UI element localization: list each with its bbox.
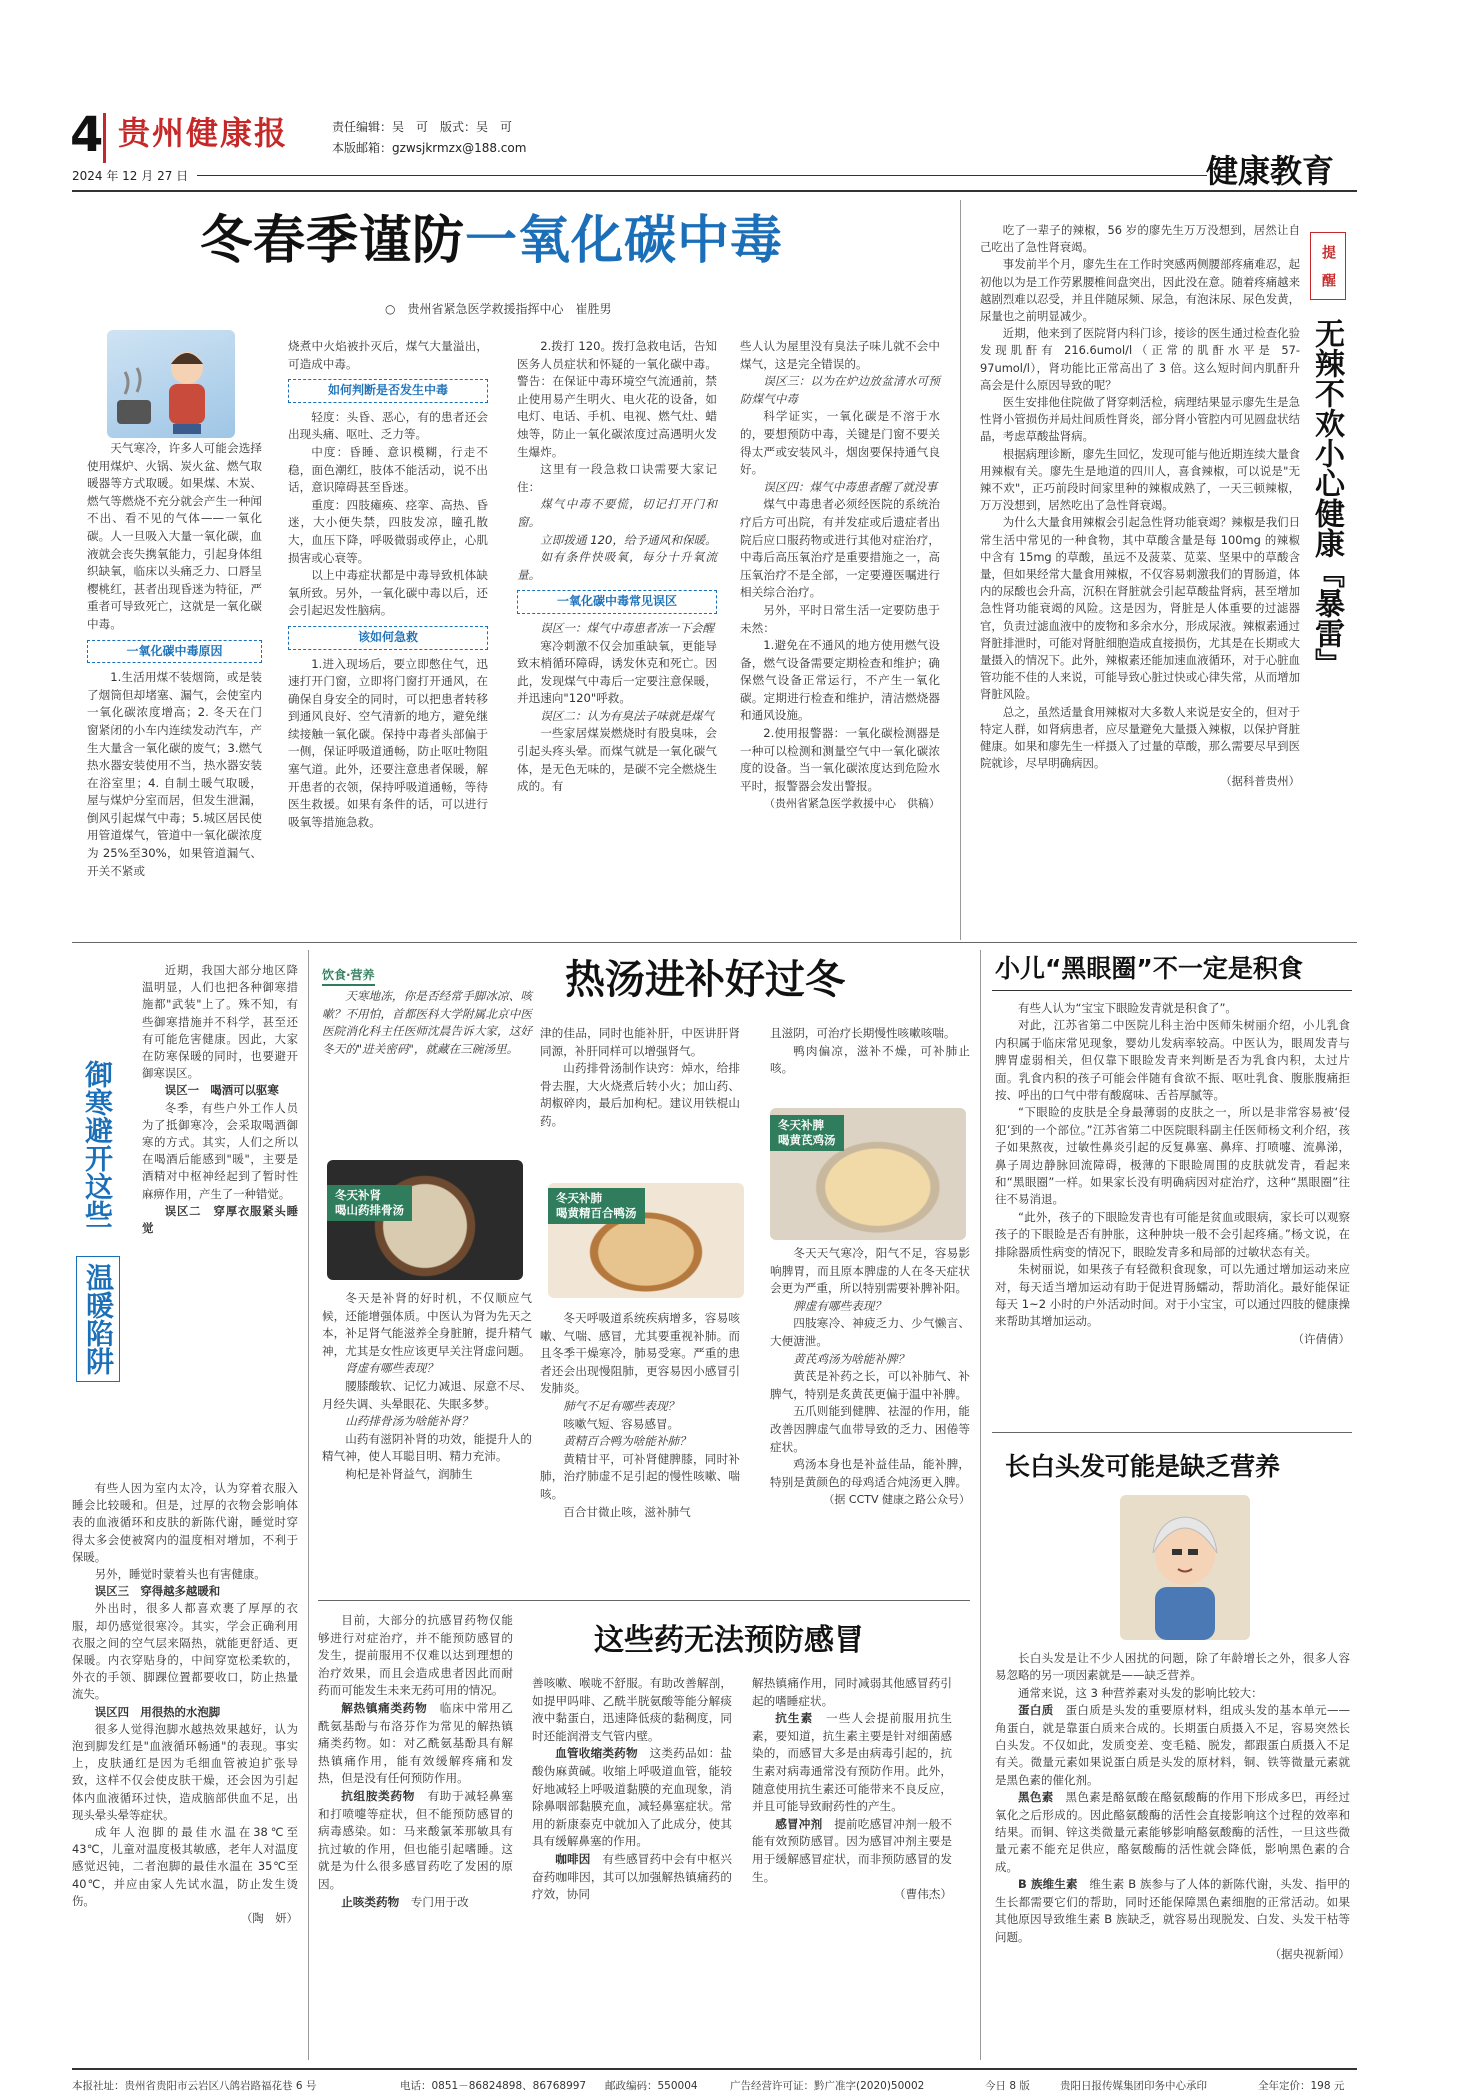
- a1-col1-p1: 天气寒冷，许多人可能会选择使用煤炉、火锅、炭火盆、燃气取暖器等方式取暖。如果煤、木炭、燃气等燃烧不充分就会产生一种闻不出、看不见的气体——一氧化碳。人一旦吸入大量一氧化碳，血液就会丧失携氧能力，引起身体组织缺氧，临床以头痛乏力、口唇呈樱桃红，甚者出现昏迷为特征，严重者可导致死亡，这就是一氧化碳中毒。: [87, 441, 262, 631]
- header-rule: [197, 175, 1207, 176]
- a1-col1-p2: 1.生活用煤不装烟筒，或是装了烟筒但却堵塞、漏气，会使室内一氧化碳浓度增高；2. 冬天在门窗紧闭的小车内连续发动汽车，产生大量含一氧化碳的废气；3.燃气热水器安装使用不当，热水器安装在浴室里；4. 自制土暖气取暖，屋与煤炉分室而居，但发生泄漏，倒风引起煤气中毒；5.城区居民使用管道煤气，管道中一氧化碳浓度为 25%至30%，如果管道漏气、开关不紧或: [87, 670, 262, 878]
- a3-a4-divider: [308, 950, 309, 2060]
- a4-source: （据 CCTV 健康之路公众号）: [823, 1493, 970, 1507]
- footer-tel: 电话：0851－86824898、86768997: [400, 2080, 587, 2092]
- a1-sub-cause: 一氧化碳中毒原因: [87, 640, 262, 664]
- a7-body: [995, 1650, 1350, 1963]
- a6-body: [995, 1000, 1350, 1348]
- a1-col2-p4: 重度：四肢瘫痪、痉挛、高热、昏迷，大小便失禁，四肢发凉，瞳孔散大，血压下降，呼吸微弱或停止，心肌损害或心衰等。: [288, 497, 488, 565]
- a1-col3-p5: 误区二：认为有臭法子味就是煤气: [540, 708, 715, 723]
- a4-c2-p2: 山药排骨汤制作诀窍：焯水，给排骨去腥，大火烧煮后转小火；加山药、胡椒碎肉，最后加枸杞。建议用铁棍山药。: [540, 1061, 740, 1128]
- a4-c1-p3: 山药有滋阴补肾的功效，能提升人的精气神，使人耳聪目明、精力充沛。: [322, 1431, 532, 1464]
- a5-c1-para4: [318, 1894, 513, 1912]
- a4-cap1: [327, 1185, 412, 1221]
- a1-col4-p1: 些人认为屋里没有臭法子味儿就不会中煤气，这是完全错误的。: [740, 339, 940, 371]
- a7-para5: [995, 1876, 1350, 1946]
- a5-c1-p1: 目前，大部分的抗感冒药物仅能够进行对症治疗，并不能预防感冒的发生，提前服用不仅难以达到理想的治疗效果，而且会造成患者因此而耐药而可能发生未来无药可用的情况。: [318, 1613, 513, 1698]
- a6-p1: 有些人认为“宝宝下眼睑发青就是积食了”。: [1018, 1001, 1237, 1015]
- a7-h2: 黑色素: [1018, 1790, 1054, 1805]
- a5-c2-para3: [532, 1851, 732, 1904]
- footer-zip: 邮政编码：550004: [605, 2080, 698, 2092]
- a5-c1-para2: [318, 1700, 513, 1788]
- a3-title-1: 御寒避开这些: [81, 1060, 114, 1228]
- a1-col2-p5: 以上中毒症状都是中毒导致机体缺氧所致。另外，一氧化碳中毒以后，还会引起迟发性脑病。: [288, 568, 488, 618]
- a3-top: [142, 962, 298, 1237]
- center-right-divider: [980, 950, 981, 2060]
- a7-illustration: [1120, 1495, 1250, 1640]
- a3-title-2: 温暖陷阱: [76, 1256, 120, 1382]
- a5-col3: [752, 1675, 952, 1904]
- a3-p6: 很多人觉得泡脚水越热效果越好，认为泡到脚发红是"血液循环畅通"的表现。事实上，皮肤通红是因为毛细血管被迫扩张导致，这样不仅会使皮肤干燥，还会因为引起体内血液循环过快，造成脑部供血不足，出现头晕头晕等症状。: [72, 1721, 298, 1822]
- a2-p7: 总之，虽然适量食用辣椒对大多数人来说是安全的，但对于特定人群，如肾病患者，应尽量避免大量摄入辣椒，以保护肾脏健康。如果和廖先生一样摄入了过量的草酸，那么需要尽早到医院就诊，尽早明确病因。: [980, 704, 1300, 771]
- a1-col1: [87, 440, 262, 880]
- a7-source: （据央视新闻）: [1269, 1946, 1350, 1961]
- a5-c3-h2: 感冒冲剂: [775, 1816, 823, 1831]
- footer-price: 全年定价：198 元: [1258, 2080, 1345, 2092]
- a6-title: 小儿“黑眼圈”不一定是积食: [995, 954, 1303, 983]
- a4-col2-top: [540, 1025, 740, 1131]
- a3-p2: 冬季，有些户外工作人员为了抵御寒冷，会采取喝酒御寒的方式。其实，人们之所以在喝酒后能感到"暖"，主要是酒精对中枢神经起到了暂时性麻痹作用，产生了一种错觉。: [142, 1100, 298, 1201]
- a5-c2-p1: 善咳嗽、喉咙不舒服。有助改善解剖，如提甲吗啡、乙酰半胱氨酸等能分解痰液中黏蛋白，迅速降低痰的黏稠度，同时还能润滑支气管内壁。: [532, 1676, 732, 1743]
- issue-date: 2024 年 12 月 27 日: [72, 169, 189, 183]
- a6-p3: “下眼睑的皮肤是全身最薄弱的皮肤之一，所以是非常容易被‘侵犯’到的一个部位。”江苏省第二中医院眼科副主任医师杨文利介绍，孩子如果熬夜，过敏性鼻炎引起的反复鼻塞、鼻痒、打喷嚏、流鼻涕，鼻子周边静脉回流障碍，极薄的下眼睑周围的皮肤就发青，看起来和“黑眼圈”一样。如果家长没有明确病因对症治疗，这种“黑眼圈”往往不易消退。: [995, 1105, 1350, 1207]
- a7-para4: [995, 1789, 1350, 1876]
- a4-c3-p7: 鸡汤本身也是补益佳品，能补脾，特别是黄颜色的母鸡适合炖汤更入脾。: [770, 1457, 970, 1489]
- a2-p3: 近期，他来到了医院肾内科门诊，接诊的医生通过检查化验发现肌酐有 216.6umol/l（正常的肌酐水平是 57-97umol/l），肾功能比正常高出了 3 倍。这么短时间内肌酐升高会是什么原因导致的呢？: [980, 326, 1300, 392]
- a1-byline: ○ 贵州省紧急医学救援指挥中心 崔胜男: [385, 302, 612, 316]
- a5-c3-para3: [752, 1816, 952, 1886]
- a3-p3: 有些人因为室内太冷，认为穿着衣服入睡会比较暖和。但是，过厚的衣物会影响体表的血液循环和皮肤的新陈代谢，睡觉时穿得太多会使被窝内的温度相对增加，不利于保暖。: [72, 1481, 298, 1564]
- a1-col4-p8: 2.使用报警器：一氧化碳检测器是一种可以检测和测量空气中一氧化碳浓度的设备。当一氧化碳浓度达到危险水平时，报警器会发出警报。: [740, 726, 940, 793]
- a4-col3: [770, 1245, 970, 1509]
- a4-cap2: [548, 1188, 645, 1224]
- a3-h4: 误区四 用很热的水泡脚: [94, 1704, 221, 1719]
- a1-sub-rescue: 该如何急救: [288, 626, 488, 650]
- footer-address: 本报社址：贵州省贵阳市云岩区八鸽岩路福花巷 6 号: [72, 2080, 317, 2092]
- a4-c3-p5: 黄芪是补药之长，可以补肺气、补脾气，特别是炙黄芪更偏于温中补脾。: [770, 1369, 970, 1401]
- a4-c3-p3: 冬天天气寒冷，阳气不足，容易影响脾胃，而且原本脾虚的人在冬天症状会更为严重，所以特别需要补脾补阳。: [770, 1246, 970, 1296]
- a1-col3-k2: 立即拨通 120，给予通风和保暖。: [540, 532, 717, 547]
- a4-c3-p1: 且滋阴，可治疗长期慢性咳嗽咳喘。: [770, 1026, 956, 1040]
- a2-title: 无辣不欢小心健康『暴雷』: [1309, 318, 1344, 678]
- email-info: 本版邮箱：gzwsjkrmzx@188.com: [332, 141, 527, 155]
- a5-c1-p4: 专门用于改: [410, 1894, 469, 1909]
- a1-col2-p2: 轻度：头昏、恶心，有的患者还会出现头痛、呕吐、乏力等。: [288, 409, 488, 442]
- page-number: 4: [70, 107, 104, 163]
- a2-body: [980, 222, 1300, 790]
- a1-col2: [288, 338, 488, 831]
- a4-c3-h2: 黄芪鸡汤为啥能补脾？: [793, 1351, 910, 1366]
- a1-source: （贵州省紧急医学救援中心 供稿）: [764, 797, 940, 811]
- a5-col2: [532, 1675, 732, 1904]
- a1-col3-k1: 煤气中毒不要慌，切记打开门和窗。: [517, 497, 717, 529]
- a7-title: 长白头发可能是缺乏营养: [1005, 1452, 1281, 1481]
- gray-hair-person-icon: [1120, 1495, 1250, 1640]
- a4-c2-p4: 咳嗽气短、容易感冒。: [563, 1416, 680, 1431]
- a5-col1: [318, 1612, 513, 1911]
- a7-para3: [995, 1702, 1350, 1789]
- a1-col4-p2: 误区三：以为在炉边放盆清水可预防煤气中毒: [740, 374, 940, 406]
- header-divider-bar: [103, 113, 106, 163]
- a5-c3-h1: 抗生素: [775, 1711, 814, 1726]
- a6-a7-divider: [992, 1432, 1352, 1433]
- a4-cap2-text: 冬天补肺 喝黄精百合鸭汤: [556, 1191, 637, 1220]
- a1-col3-p6: 一些家居煤炭燃烧时有股臭味，会引起头疼头晕。而煤气就是一氧化碳气体，是无色无味的，是碳不完全燃烧生成的。有: [517, 726, 717, 794]
- a5-c1-p3: 有助于减轻鼻塞和打喷嚏等症状，但不能预防感冒的病毒感染。如：马来酸氯苯那敏具有抗过敏的作用，但也能引起嗜睡。这就是为什么很多感冒药吃了发困的原因。: [318, 1788, 513, 1891]
- a1-col2-p1: 烧煮中火焰被扑灭后，煤气大量溢出，可造成中毒。: [288, 339, 488, 371]
- a4-c2-h2: 黄精百合鸭为啥能补肺？: [563, 1434, 691, 1449]
- masthead-logo: 贵州健康报: [118, 114, 289, 152]
- a1-title-blue: 一氧化碳中毒: [465, 211, 784, 271]
- a4-c1-h2: 山药排骨汤为啥能补肾？: [345, 1414, 473, 1429]
- a5-c1-para3: [318, 1788, 513, 1894]
- a5-c3-p3: 提前吃感冒冲剂一般不能有效预防感冒。因为感冒冲剂主要是用于缓解感冒症状，而非预防感冒的发生。: [752, 1816, 952, 1884]
- a4-col2: [540, 1310, 740, 1521]
- a4-cap3: [770, 1115, 844, 1151]
- a7-p2: 通常来说，这 3 种营养素对头发的影响比较大：: [1018, 1685, 1263, 1700]
- a4-c1-p4: 枸杞是补肾益气，润肺生: [345, 1466, 473, 1481]
- person-with-stove-icon: [107, 330, 235, 438]
- a6-p4: “此外，孩子的下眼睑发青也有可能是贫血或眼病，家长可以观察孩子的下眼睑是否有肿胀，这种肿块一般不会引起疼痛。”杨文说，在排除器质性病变的情况下，眼睑发青多和局部的过敏状态有关。: [995, 1209, 1350, 1259]
- a7-p1: 长白头发是让不少人困扰的问题，除了年龄增长之外，很多人容易忽略的另一项因素就是——缺乏营养。: [995, 1651, 1350, 1683]
- a4-c3-p2: 鸭肉偏凉，滋补不燥，可补肺止咳。: [770, 1043, 970, 1076]
- a5-c3-p1: 解热镇痛作用，同时减弱其他感冒药引起的嗜睡症状。: [752, 1676, 952, 1708]
- a2-tag: 提 醒: [1310, 232, 1346, 300]
- a1-illustration: [107, 330, 235, 438]
- a1-col3-p2: 这里有一段急救口诀需要大家记住：: [517, 462, 717, 494]
- a5-c2-para2: [532, 1745, 732, 1851]
- a3-p1: 近期，我国大部分地区降温明显，人们也把各种御寒措施都"武装"上了。殊不知，有些御寒措施并不科学，甚至还有可能危害健康。因此，大家在防寒保暖的同时，也要避开御寒误区。: [142, 963, 298, 1081]
- a2-p2: 事发前半个月，廖先生在工作时突感两侧腰部疼痛难忍，起初他以为是工作劳累腰椎间盘突出，因此没在意。随着疼痛越来越剧烈难以忍受，并且伴随尿频、尿急，有泡沫尿、尿色发黄，尿量也之前明显减少。: [980, 257, 1300, 324]
- a5-c3-p2: 一些人会提前服用抗生素，要知道，抗生素主要是针对细菌感染的，而感冒大多是由病毒引起的，抗生素对病毒通常没有预防作用。此外，随意使用抗生素还可能带来不良反应，并且可能导致耐药性的产生。: [752, 1711, 952, 1814]
- editor-info: 责任编辑：吴 可 版式：吴 可: [332, 120, 513, 134]
- a4-title: 热汤进补好过冬: [565, 957, 845, 1003]
- a1-col4-p5: 煤气中毒患者必须经医院的系统治疗后方可出院，有并发症或后遗症者出院后应口服药物或进行其他对症治疗，中毒后高压氧治疗是重要措施之一，高压氧治疗不是全部，一定要遵医嘱进行相关综合治疗。: [740, 497, 940, 600]
- a5-c3-para2: [752, 1710, 952, 1816]
- a1-col4: [740, 338, 940, 813]
- a7-p4: 黑色素是酪氨酸在酪氨酸酶的作用下形成多巴，再经过氧化之后形成的。因此酪氨酸酶的活性会直接影响这个过程的效率和结果。而铜、锌这类微量元素能够影响酪氨酸酶的活性，一旦这些微量元素不能充足供应，酪氨酸酶的活性就会降低，影响黑色素的合成。: [995, 1790, 1351, 1874]
- a4-c3-p4: 四肢寒冷、神疲乏力、少气懒言、大便溏泄。: [770, 1316, 970, 1348]
- a1-title: [200, 210, 783, 272]
- a7-h3: B 族维生素: [1018, 1877, 1078, 1892]
- a5-c1-h1: 解热镇痛类药物: [341, 1700, 428, 1715]
- a1-sub-myth: 一氧化碳中毒常见误区: [517, 590, 717, 614]
- a4-c3-p6: 五爪则能到健脾、祛湿的作用，能改善因脾虚气血带导致的乏力、困倦等症状。: [770, 1404, 970, 1454]
- section-title: 健康教育: [1206, 152, 1335, 190]
- a4-c2-p3: 冬天呼吸道系统疾病增多，容易咳嗽、气喘、感冒，尤其要重视补肺。而且冬季干燥寒冷，肺易受寒。严重的患者还会出现慢阻肺，更容易因小感冒引发肺炎。: [540, 1311, 740, 1396]
- a3-h1: 误区一 喝酒可以驱寒: [164, 1083, 279, 1098]
- a4-cap3-text: 冬天补脾 喝黄芪鸡汤: [778, 1118, 836, 1147]
- a3-source: （陶 妍）: [241, 1911, 298, 1926]
- a2-p5: 根据病理诊断，廖先生回忆，发现可能与他近期连续大量食用辣椒有关。廖先生是地道的四川人，喜食辣椒，可以说是"无辣不欢"，正巧前段时间家里种的辣椒成熟了，一天三顿辣椒，万万没想到，居然吃出了急性肾衰竭。: [980, 446, 1300, 513]
- a4-c2-p1: 津的佳品，同时也能补肝，中医讲肝肾同源，补肝同样可以增强肾气。: [540, 1026, 740, 1058]
- a5-c1-h2: 抗组胺类药物: [341, 1788, 416, 1803]
- a1-col3-k3: 如有条件快吸氧，每分十升氧流量。: [517, 550, 717, 582]
- a5-c1-h3: 止咳类药物: [341, 1894, 400, 1909]
- a4-col3-top: [770, 1025, 970, 1078]
- a1-title-black: 冬春季谨防: [200, 211, 466, 271]
- a4-a5-divider: [318, 1600, 970, 1601]
- a4-cap1-text: 冬天补肾 喝山药排骨汤: [335, 1188, 404, 1217]
- a4-c2-p5: 黄精甘平，可补肾健脾膝，同时补肺，治疗肺虚不足引起的慢性咳嗽、喘咳。: [540, 1451, 740, 1501]
- a3-p5: 外出时，很多人都喜欢裹了厚厚的衣服，却仍感觉很寒冷。其实，学会正确利用衣服之间的空气层来隔热，就能更舒适、更保暖。内衣穿贴身的，中间穿宽松柔软的，外衣的手领、脚踝位置都要收口，防止热量流失。: [72, 1601, 298, 1702]
- a1-col3-p1: 2.拨打 120。拨打急救电话，告知医务人员症状和怀疑的一氧化碳中毒。警告：在保证中毒环境空气流通前，禁止使用易产生明火、电火花的设备，如电灯、电话、手机、电视、燃气灶、蜡烛等，防止一氧化碳浓度过高遇明火发生爆炸。: [517, 339, 717, 459]
- a5-title: 这些药无法预防感冒: [594, 1623, 864, 1658]
- a1-col2-p6: 1.进入现场后，要立即憋住气，迅速打开门窗，立即将门窗打开通风，在确保自身安全的同时，可以把患者转移到通风良好、空气清新的地方，避免继续接触一氧化碳。保持中毒者头部偏于一侧，保证呼吸道通畅，防止呕吐物阻塞气道。此外，还要注意患者保暖，解开患者的衣领，保持呼吸道通畅，等待医生救援。如果有条件的话，可以进行吸氧等措施急救。: [288, 656, 488, 829]
- a1-col4-p6: 另外，平时日常生活一定要防患于未然：: [740, 602, 940, 635]
- a1-col2-p3: 中度：昏睡、意识模糊，行走不稳，面色潮红，肢体不能活动，说不出话，意识障碍甚至昏迷。: [288, 444, 488, 495]
- a4-c1-p1: 冬天是补肾的好时机，不仅顺应气候，还能增强体质。中医认为肾为先天之本，补足肾气能滋养全身脏腑，提升精气神，尤其是女性应该更早关注肾虚问题。: [322, 1291, 532, 1358]
- footer-printer: 贵阳日报传媒集团印务中心承印: [1060, 2080, 1207, 2092]
- a4-col1: [322, 1290, 532, 1484]
- a7-p5: 维生素 B 族参与了人体的新陈代谢，头发、指甲的生长都需要它们的帮助，同时还能保障黑色素细胞的正常活动。如果其他原因导致维生素 B 族缺乏，就容易出现脱发、白发、头发干枯等问题。: [995, 1877, 1350, 1944]
- a4-c1-p2: 腰膝酸软、记忆力减退、尿意不尽、月经失调、头晕眼花、失眠多梦。: [322, 1378, 532, 1411]
- a2-p4: 医生安排他住院做了肾穿刺活检，病理结果显示廖先生是急性肾小管损伤并局灶间质性肾炎，部分肾小管腔内可见圆盘状结晶，考虑草酸盐肾病。: [980, 395, 1300, 444]
- a4-c2-p6: 百合甘微止咳，滋补肺气: [563, 1504, 691, 1519]
- a7-p3: 蛋白质是头发的重要原材料，组成头发的基本单元——角蛋白，就是靠蛋白质来合成的。长期蛋白质摄入不足，容易突然长白头发。不仅如此，发质变差、变毛糙、脱发，都跟蛋白质摄入不足有关。微量元素如果说蛋白质是头发的原材料，铜、铁等微量元素就是黑色素的催化剂。: [995, 1703, 1351, 1787]
- top-section-bottom-rule: [72, 942, 1357, 943]
- a1-col3: [517, 338, 717, 796]
- a1-col4-p7: 1.避免在不通风的地方使用燃气设备，燃气设备需要定期检查和维护；确保燃气设备正常运行，不产生一氧化碳。定期进行检查和维护，清洁燃烧器和通风设施。: [740, 638, 940, 723]
- a6-p2: 对此，江苏省第二中医院儿科主治中医师朱树丽介绍，小儿乳食内积属于临床常见现象，婴幼儿发病率较高。中医认为，眼周发青与脾胃虚弱相关，但仅靠下眼睑发青来判断是否为乳食内积，太过片面。乳食内积的孩子可能会伴随有食欲不振、呕吐乳食、腹胀腹痛拒按、呼出的口气中带有酸腐味、舌苔厚腻等。: [995, 1018, 1350, 1103]
- a3-p4: 另外，睡觉时蒙着头也有害健康。: [94, 1567, 266, 1582]
- a4-column-tag: 饮食·营养: [322, 966, 375, 986]
- a6-p5: 朱树丽说，如果孩子有轻微积食现象，可以先通过增加运动来应对，每天适当增加运动有助于促进胃肠蠕动，帮助消化。最好能保证每天 1~2 小时的户外活动时间。对于小宝宝，可以通过四肢的健康操来帮助其增加运动。: [995, 1262, 1350, 1329]
- a4-c3-h1: 脾虚有哪些表现？: [793, 1298, 886, 1313]
- a3-bottom: [72, 1480, 298, 1927]
- a5-c1-p2: 临床中常用乙酰氨基酚与布洛芬作为常见的解热镇痛类药物。如：对乙酰氨基酚具有解热镇痛作用，能有效缓解疼痛和发热，但是没有任何预防作用。: [318, 1700, 513, 1786]
- a1-col4-p3: 科学证实，一氧化碳是不溶于水的，要想预防中毒，关键是门窗不要关得太严或安装风斗，烟囱要保持通气良好。: [740, 409, 940, 477]
- a4-c1-h1: 肾虚有哪些表现？: [345, 1361, 438, 1376]
- a6-title-rule: [992, 990, 1352, 991]
- a5-c2-p2: 这类药品如：盐酸伪麻黄碱。收缩上呼吸道血管，能较好地减轻上呼吸道黏膜的充血现象，消除鼻咽部黏膜充血，减轻鼻塞症状。常用的新康泰克中就加入了此成分，使其具有缓解鼻塞的作用。: [532, 1746, 732, 1849]
- footer-ad-license: 广告经营许可证：黔广准字(2020)50002: [730, 2080, 925, 2092]
- a1-col4-p4: 误区四：煤气中毒患者醒了就没事: [763, 479, 938, 494]
- a1-a2-divider: [960, 200, 961, 940]
- footer-pages: 今日 8 版: [985, 2080, 1030, 2092]
- footer-rule: [72, 2068, 1357, 2070]
- a4-intro: 天寒地冻，你是否经常手脚冰凉、咳嗽？不用怕，首都医科大学附属北京中医医院消化科主任医师沈晨告诉大家，这好冬天的"进关密码"，就藏在三碗汤里。: [322, 989, 532, 1056]
- a2-source: （据科普贵州）: [1220, 773, 1300, 788]
- a1-col3-p3: 误区一：煤气中毒患者冻一下会醒: [540, 620, 715, 635]
- a2-p6: 为什么大量食用辣椒会引起急性肾功能衰竭？辣椒是我们日常生活中常见的一种食物，其中草酸含量是每 100mg 的辣椒中含有 15mg 的草酸，虽远不及菠菜、苋菜、坚果中的草酸含量，但如果经常大量食用辣椒，不仅容易刺激我们的胃肠道，体内的尿酸也会升高，沉积在肾脏就会引起草酸盐肾病，甚至增加急性肾功能衰竭的风险。这是因为，肾脏是人体重要的过滤器官，负责过滤血液中的废物和多余水分，形成尿液。辣椒素通过肾脏排泄时，可能对肾脏细胞造成直接损伤，尤其是在长期或大量摄入的情况下。此外，辣椒素还能加速血液循环，对于心脏血管功能不佳的人来说，可能导致心脏过快或心律失常，从而增加肾脏风险。: [980, 515, 1300, 702]
- a6-source: （许倩倩）: [1292, 1331, 1350, 1346]
- a1-sub-judge: 如何判断是否发生中毒: [288, 379, 488, 403]
- a5-c2-p3: 有些感冒药中会有中枢兴奋药咖啡因，其可以加强解热镇痛药的疗效，协同: [532, 1851, 732, 1902]
- a1-col3-p4: 寒冷刺激不仅会加重缺氧，更能导致末梢循环障碍，诱发休克和死亡。因此，发现煤气中毒后一定要注意保暖，并迅速向"120"呼救。: [517, 638, 717, 706]
- a5-source: （曹伟杰）: [894, 1887, 952, 1902]
- a5-c2-h1: 血管收缩类药物: [555, 1746, 638, 1761]
- a3-h2: 误区二 穿厚衣服紧头睡觉: [142, 1203, 298, 1236]
- a4-c2-h1: 肺气不足有哪些表现？: [563, 1398, 680, 1413]
- a2-p1: 吃了一辈子的辣椒，56 岁的廖先生万万没想到，居然让自己吃出了急性肾衰竭。: [980, 223, 1300, 255]
- a5-c2-h2: 咖啡因: [555, 1851, 591, 1866]
- a3-h3: 误区三 穿得越多越暖和: [94, 1584, 221, 1599]
- a7-h1: 蛋白质: [1018, 1703, 1054, 1718]
- a3-p7: 成年人泡脚的最佳水温在38℃至 43℃，儿童对温度极其敏感，老年人对温度感觉迟钝，二者泡脚的最佳水温在 35℃至 40℃，并应由家人先试水温，防止发生烫伤。: [72, 1825, 298, 1908]
- top-border: [72, 190, 1357, 192]
